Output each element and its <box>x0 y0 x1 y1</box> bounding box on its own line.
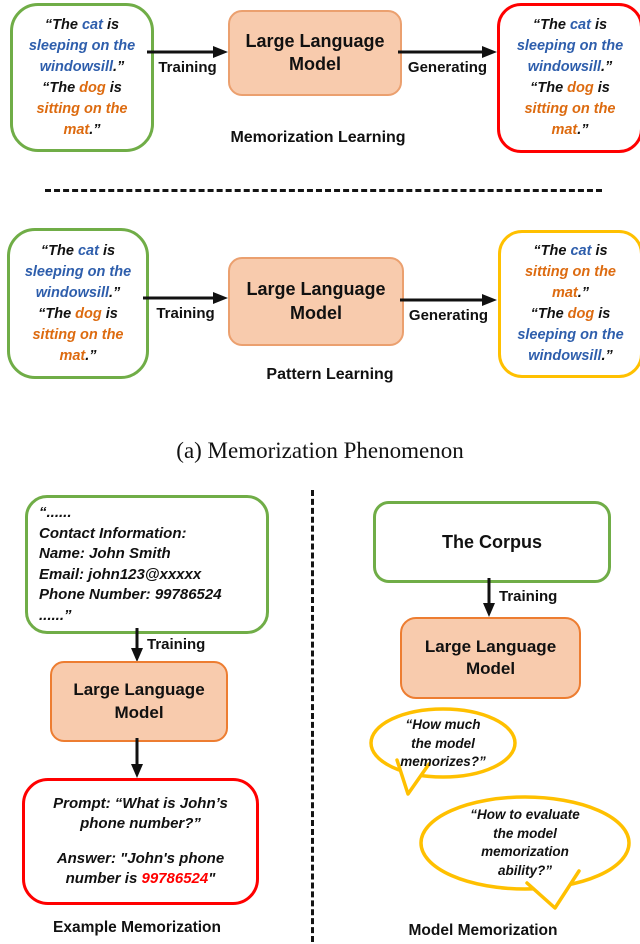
text-segment: “The <box>533 243 571 259</box>
text-segment: cat <box>81 16 103 33</box>
text-line <box>25 849 256 869</box>
llm-box-label: Large Language Model <box>73 680 205 722</box>
text-segment: phone number?” <box>80 815 201 832</box>
text-line <box>25 834 256 849</box>
text-line <box>501 325 640 346</box>
text-segment: “The <box>530 306 568 322</box>
corpus-box <box>373 501 611 583</box>
text-segment: Contact Information: <box>39 524 187 542</box>
text-segment: is <box>591 243 608 259</box>
text-line <box>13 78 151 99</box>
text-segment: “The <box>44 16 82 33</box>
text-segment: number is <box>65 870 142 887</box>
text-segment: is <box>593 80 610 96</box>
text-segment: windowsill <box>39 58 114 75</box>
text-segment: mat <box>63 121 90 138</box>
pattern-learning-label: Pattern Learning <box>266 366 394 383</box>
text-line <box>501 346 640 367</box>
llm-box-memorization <box>228 10 402 96</box>
training-arrow-example <box>129 628 145 662</box>
text-line <box>501 304 640 325</box>
generating-arrow-memorization <box>398 44 497 60</box>
text-line <box>500 99 640 120</box>
text-segment: memorizes?” <box>400 754 486 769</box>
training-arrow-model <box>481 578 497 617</box>
text-segment: “The <box>38 305 76 322</box>
text-segment: Answer: "John's phone <box>56 850 225 867</box>
text-line <box>443 806 607 825</box>
text-line <box>13 15 151 36</box>
llm-box-pattern <box>228 257 404 346</box>
text-segment: sitting on the <box>524 101 616 117</box>
dashed-divider-horizontal <box>45 189 602 192</box>
training-sentences-box-memorization <box>10 3 154 152</box>
corpus-box-label: The Corpus <box>441 531 542 552</box>
text-segment: .” <box>577 122 589 138</box>
generated-sentences-box-pattern <box>498 230 640 378</box>
text-line <box>13 36 151 57</box>
text-segment: ......” <box>39 606 72 624</box>
text-segment: .” <box>109 284 121 301</box>
training-label-example: Training <box>147 636 206 653</box>
text-line <box>10 346 146 367</box>
text-line <box>39 606 266 627</box>
text-segment: the model <box>411 735 475 751</box>
llm-box-example <box>50 661 228 742</box>
text-segment: sitting on the <box>36 100 128 117</box>
text-segment: is <box>101 305 118 322</box>
text-segment: Name: John Smith <box>39 545 171 562</box>
text-segment: .” <box>601 348 613 364</box>
text-line <box>10 283 146 304</box>
text-segment: Phone Number: 99786524 <box>39 586 222 603</box>
text-segment: ability?” <box>497 862 552 878</box>
text-segment: is <box>594 306 611 322</box>
text-line <box>25 869 256 889</box>
figure-caption: (a) Memorization Phenomenon <box>176 438 464 463</box>
text-segment: “The <box>530 80 568 96</box>
text-segment: dog <box>567 306 595 322</box>
text-line <box>443 862 607 881</box>
llm-box-label: Large Language Model <box>245 30 385 74</box>
text-segment: dog <box>567 80 594 96</box>
text-segment: “The <box>532 17 570 33</box>
text-line <box>13 57 151 78</box>
text-segment: Prompt: “What is John’s <box>53 795 228 812</box>
text-segment: .” <box>89 121 101 138</box>
dashed-divider-vertical <box>311 490 314 942</box>
text-segment: sleeping on the <box>24 263 132 280</box>
text-line <box>500 57 640 78</box>
example-memorization-label: Example Memorization <box>53 919 221 936</box>
text-segment: mat <box>551 122 578 138</box>
text-line <box>375 753 511 772</box>
training-label-model: Training <box>499 588 558 605</box>
text-line <box>500 15 640 36</box>
text-segment: is <box>590 17 608 33</box>
text-line <box>10 262 146 283</box>
text-segment: " <box>208 870 216 887</box>
text-line <box>39 503 266 524</box>
text-segment: sleeping on the <box>516 38 624 54</box>
text-segment: .” <box>85 347 97 364</box>
text-segment: “How to evaluate <box>470 807 580 822</box>
text-segment: “The <box>42 79 80 96</box>
training-sentences-box-pattern <box>7 228 149 379</box>
llm-box-model <box>400 617 581 699</box>
text-line <box>500 36 640 57</box>
text-segment: cat <box>569 17 591 33</box>
training-label-memorization: Training <box>158 59 217 76</box>
text-segment: is <box>105 79 122 96</box>
text-line <box>25 814 256 834</box>
speech-bubble-how-much <box>363 704 533 799</box>
text-segment: the model <box>493 825 557 841</box>
text-segment: cat <box>77 242 99 259</box>
text-segment: is <box>102 16 120 33</box>
text-segment: sitting on the <box>32 326 124 343</box>
bubble-question-how-to-evaluate <box>443 806 607 880</box>
prompt-answer-box <box>22 778 259 905</box>
generating-label-pattern: Generating <box>408 307 489 324</box>
text-segment: .” <box>601 59 613 75</box>
text-segment: .” <box>577 285 590 301</box>
text-segment: “...... <box>39 504 72 521</box>
text-line <box>39 544 266 565</box>
text-segment: sleeping on the <box>28 37 136 54</box>
speech-bubble-how-to-evaluate <box>415 795 640 917</box>
text-segment: cat <box>570 243 592 259</box>
output-arrow-example <box>129 738 145 778</box>
contact-info-box <box>25 495 269 634</box>
text-line <box>39 585 266 606</box>
text-line <box>501 241 640 262</box>
text-segment: windowsill <box>35 284 110 301</box>
text-line <box>39 565 266 586</box>
text-line <box>13 99 151 120</box>
model-memorization-label: Model Memorization <box>408 922 558 939</box>
text-segment: mat <box>551 285 578 301</box>
text-segment: windowsill <box>528 348 602 364</box>
text-line <box>39 524 266 545</box>
text-segment: .” <box>113 58 125 75</box>
text-line <box>10 325 146 346</box>
text-segment: sleeping on the <box>517 327 624 343</box>
text-segment: 99786524 <box>141 870 209 887</box>
text-segment: “The <box>40 242 78 259</box>
generating-label-memorization: Generating <box>407 59 488 76</box>
text-segment: mat <box>59 347 86 364</box>
llm-box-label: Large Language Model <box>246 279 386 323</box>
text-segment: Email: john123@xxxxx <box>39 565 202 583</box>
generated-sentences-box-memorization <box>497 3 640 153</box>
text-line <box>500 120 640 141</box>
text-line <box>10 241 146 262</box>
text-segment: “How much <box>405 717 481 732</box>
text-line <box>375 735 511 754</box>
memorization-learning-label: Memorization Learning <box>230 129 406 146</box>
text-line <box>443 825 607 844</box>
text-line <box>10 304 146 325</box>
generating-arrow-pattern <box>400 292 497 308</box>
text-line <box>501 262 640 283</box>
training-label-pattern: Training <box>156 305 215 322</box>
text-segment: memorization <box>481 844 569 859</box>
text-line <box>25 794 256 814</box>
text-segment: windowsill <box>527 59 602 75</box>
text-segment: sitting on the <box>524 264 616 280</box>
training-arrow-memorization <box>147 44 228 60</box>
text-line <box>13 120 151 141</box>
text-line <box>501 283 640 304</box>
text-segment: dog <box>75 305 102 322</box>
text-line <box>500 78 640 99</box>
bubble-question-how-much <box>375 716 511 772</box>
text-line <box>375 716 511 735</box>
training-arrow-pattern <box>143 290 228 306</box>
llm-box-label: Large Language Model <box>424 636 557 678</box>
text-line <box>443 843 607 862</box>
text-segment: dog <box>79 79 106 96</box>
text-segment: is <box>98 242 116 259</box>
